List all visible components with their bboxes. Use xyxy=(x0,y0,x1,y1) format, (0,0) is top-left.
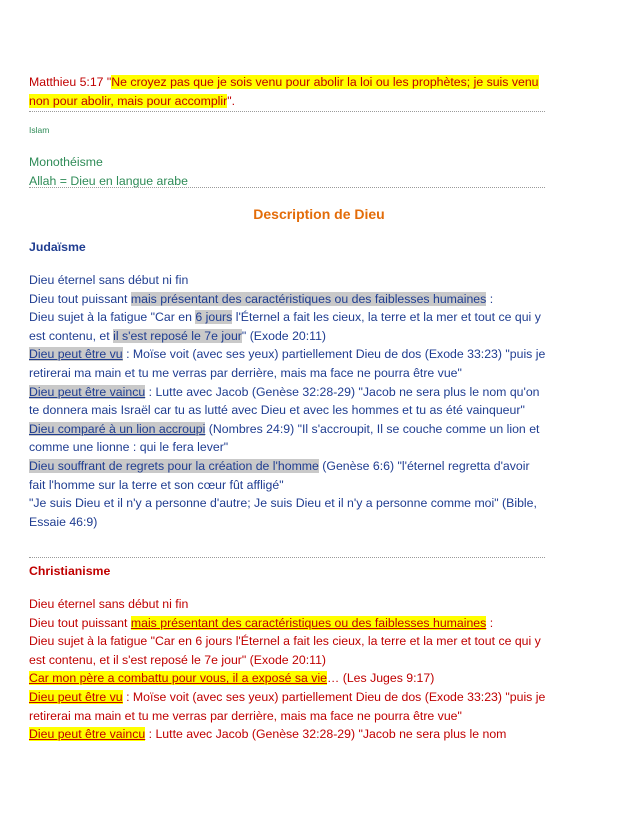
judaisme-body xyxy=(29,271,549,531)
text-line: Dieu peut être vaincu : Lutte avec Jacob (Genèse 32:28-29) "Jacob ne sera plus le nom xyxy=(29,727,507,742)
quote-ref: Matthieu 5:17 " xyxy=(29,75,112,89)
text-line: Dieu peut être vaincu : Lutte avec Jacob (Genèse 32:28-29) "Jacob ne sera plus le nom qu'on te donnera mais Israël car tu as lutté avec Dieu et avec les hommes et tu as été vainqueur" xyxy=(29,384,540,418)
text-line: Dieu souffrant de regrets pour la création de l'homme (Genèse 6:6) "l'éternel regretta d'avoir fait l'homme sur la terre et son cœur fût affligé" xyxy=(29,458,530,492)
text-line: Car mon père a combattu pour vous, il a exposé sa vie… (Les Juges 9:17) xyxy=(29,671,435,686)
separator xyxy=(29,111,545,112)
text-line: Dieu peut être vu : Moïse voit (avec ses yeux) partiellement Dieu de dos (Exode 33:23) "puis je retirerai ma main et tu me verras par derrière, mais ma face ne pourra être vue" xyxy=(29,689,546,723)
quote-highlight: Ne croyez pas que je sois venu pour abolir la loi ou les prophètes; je suis venu non pour abolir, mais pour accomplir xyxy=(29,75,539,108)
islam-line: Allah = Dieu en langue arabe xyxy=(29,173,188,188)
matthieu-quote xyxy=(29,73,549,110)
islam-line: Monothéisme xyxy=(29,155,103,169)
islam-section xyxy=(29,153,549,190)
section-heading-judaisme: Judaïsme xyxy=(29,240,86,254)
text-line: "Je suis Dieu et il n'y a personne d'autre; Je suis Dieu et il n'y a personne comme moi" (Bible, Essaie 46:9) xyxy=(29,496,537,529)
separator xyxy=(29,557,545,558)
text-line: Dieu sujet à la fatigue "Car en 6 jours l'Éternel a fait les cieux, la terre et la mer et tout ce qui y est contenu, et il s'est reposé le 7e jour" (Exode 20:11) xyxy=(29,310,541,343)
separator xyxy=(29,187,545,188)
text-line: Dieu sujet à la fatigue "Car en 6 jours l'Éternel a fait les cieux, la terre et la mer et tout ce qui y est contenu, et il s'est reposé le 7e jour" (Exode 20:11) xyxy=(29,634,541,667)
text-line: Dieu tout puissant mais présentant des caractéristiques ou des faiblesses humaines : xyxy=(29,291,494,306)
text-line: Dieu comparé à un lion accroupi (Nombres 24:9) "Il s'accroupit, Il se couche comme un lion et comme une lionne : qui le fera lever" xyxy=(29,421,540,455)
text-line: Dieu tout puissant mais présentant des caractéristiques ou des faiblesses humaines : xyxy=(29,615,494,630)
islam-label: Islam xyxy=(29,125,50,135)
christianisme-body xyxy=(29,595,549,744)
text-line: Dieu peut être vu : Moïse voit (avec ses yeux) partiellement Dieu de dos (Exode 33:23) "puis je retirerai ma main et tu me verras par derrière, mais ma face ne pourra être vue" xyxy=(29,347,546,380)
text-line: Dieu éternel sans début ni fin xyxy=(29,597,189,611)
text-line: Dieu éternel sans début ni fin xyxy=(29,273,189,287)
quote-end: ". xyxy=(227,93,236,108)
page-title: Description de Dieu xyxy=(253,206,385,222)
section-heading-christianisme: Christianisme xyxy=(29,564,111,578)
